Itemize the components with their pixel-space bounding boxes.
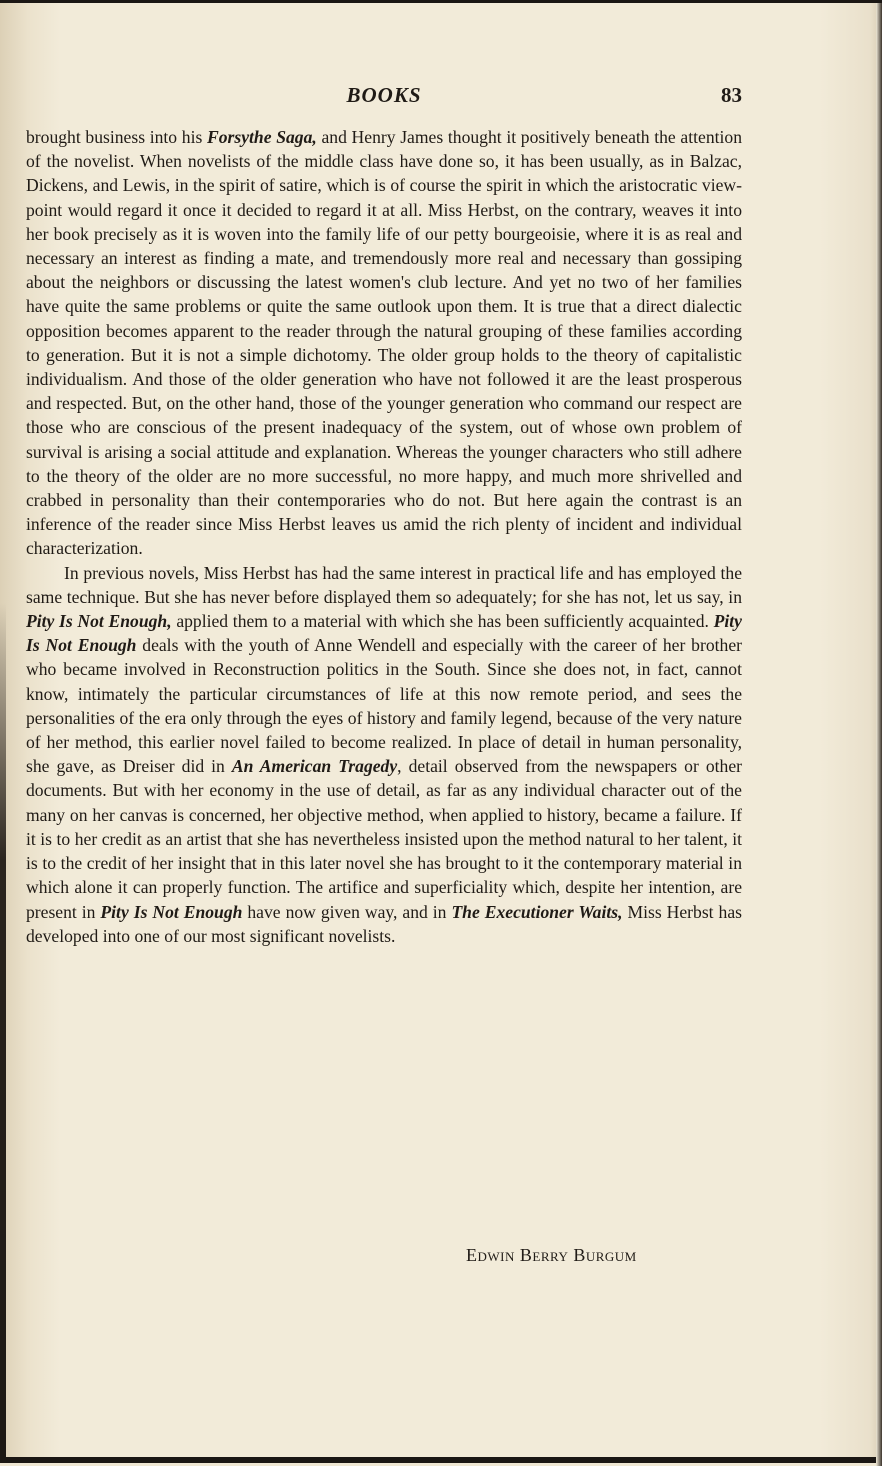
text-run: Miss Herbst has developed into one of our most significant novelists. xyxy=(26,901,742,946)
text-run: have now given way, and in xyxy=(242,901,452,922)
running-head: BOOKS xyxy=(346,83,422,107)
book-title-pity-is-not-enough: Pity Is Not Enough xyxy=(100,901,243,922)
body-text xyxy=(26,125,742,948)
page-header xyxy=(26,83,742,113)
paragraph-2 xyxy=(26,561,742,948)
paragraph-1 xyxy=(26,125,742,561)
book-title-the-executioner-waits: The Executioner Waits, xyxy=(451,901,623,922)
page-edge-shadow xyxy=(876,3,882,1466)
page-number: 83 xyxy=(721,83,742,107)
book-spine-shadow xyxy=(0,603,6,1463)
book-title-pity-is-not-enough: Pity Is Not Enough, xyxy=(26,611,172,632)
text-run: applied them to a material with which she has been sufficiently acquainted. xyxy=(171,611,714,632)
text-run: In previous novels, Miss Herbst has had the same interest in practical life and has employed the same technique. But she has never before displayed them so adequately; for she has not, let us say, in xyxy=(26,562,742,607)
text-run: deals with the youth of Anne Wendell and especially with the career of her brother who became involved in Reconstruction politics in the South. Since she does not, in fact, cannot know, intimately the particular circumstances of life at this now remote period, and sees the personalities of the era only through the eyes of history and family legend, because of the very nature of her method, this earlier novel failed to become realized. In place of detail in human personality, she gave, as Dreiser did in xyxy=(26,635,742,777)
author-signature: Edwin Berry Burgum xyxy=(466,1245,637,1265)
text-run: , detail observed from the newspapers or other documents. But with her economy in the use of detail, as far as any individual character out of the many on her canvas is concerned, her objective method, when applied to history, became a failure. If it is to her credit as an artist that she has nevertheless insisted upon the method natural to her talent, it is to the credit of her insight that in this later novel she has brought to it the contemporary material in which alone it can properly function. The artifice and superficiality which, despite her intention, are present in xyxy=(26,756,742,922)
book-title-an-american-tragedy: An American Tragedy xyxy=(231,756,398,777)
book-title-forsythe-saga: Forsythe Saga, xyxy=(207,127,317,147)
text-run: and Henry James thought it positively beneath the attention of the novelist. When novelists of the middle class have done so, it has been usually, as in Balzac, Dickens, and Lewis, in the spirit of satire, which is of course the spirit in which the aristocratic view-point would regard it once it decided to regard it at all. Miss Herbst, on the contrary, weaves it into her book precisely as it is woven into the family life of our petty bourgeoisie, where it is as real and necessary an interest as finding a mate, and tremendously more real and necessary than gossiping about the neighbors or discussing the latest women's club lecture. And yet no two of her families have quite the same problems or quite the same outlook upon them. It is true that a direct dialectic opposition becomes apparent to the reader through the natural grouping of these families according to generation. But it is not a simple dichotomy. The older group holds to the theory of capitalistic individualism. And those of the older generation who have not followed it are the least prosperous and respected. But, on the other hand, those of the younger generation who command our respect are those who are conscious of the present inadequacy of the system, out of whose own problem of survival is arising a social attitude and explanation. Whereas the younger characters who still adhere to the theory of the older are no more successful, no more happy, and much more shrivelled and crabbed in personality than their contemporaries who do not. But here again the contrast is an inference of the reader since Miss Herbst leaves us amid the rich plenty of incident and individual characterization. xyxy=(26,127,742,559)
book-title-pity-is-not-enough: Pity Is Not Enough xyxy=(26,611,742,656)
text-run: brought business into his xyxy=(26,127,207,147)
